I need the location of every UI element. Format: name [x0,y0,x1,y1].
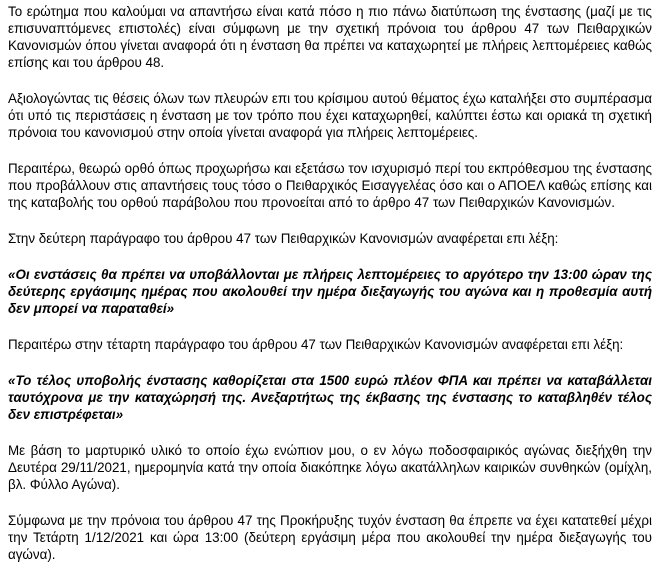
paragraph-assessment: Αξιολογώντας τις θέσεις όλων των πλευρών επι του κρίσιμου αυτού θέματος έχω καταλήξει στο συμπέρασμα ότι υπό τις περιστάσεις η ένσταση με τον τρόπο που έχει καταχωρηθεί, καλύπτει έστω και οριακά τη σχετική πρόνοια του κανονισμού στην οποία γίνεται αναφορά για πλήρεις λεπτομέρειες. [8,91,652,140]
quote-fee-clause: «Το τέλος υποβολής ένστασης καθορίζεται στα 1500 ευρώ πλέον ΦΠΑ και πρέπει να καταβάλλεται ταυτόχρονα με την καταχώρησή της. Ανεξαρτήτως της έκβασης της ένστασης το καταβληθέν τέλος δεν επιστρέφεται» [8,373,652,422]
document-body [8,3,652,563]
paragraph-deadline-conclusion: Σύμφωνα με την πρόνοια του άρθρου 47 της Προκήρυξης τυχόν ένσταση θα έπρεπε να έχει κατατεθεί μέχρι την Τετάρτη 1/12/2021 και ώρα 13:00 (δεύτερη εργάσιμη μέρα που ακολουθεί την ημέρα διεξαγωγής του αγώνα). [8,513,652,562]
paragraph-intro-second-clause: Στην δεύτερη παράγραφο του άρθρου 47 των Πειθαρχικών Κανονισμών αναφέρεται επι λέξη: [8,231,559,246]
paragraph-question: Το ερώτημα που καλούμαι να απαντήσω είναι κατά πόσο η πιο πάνω διατύπωση της ένστασης (μαζί με τις επισυναπτόμενες επιστολές) είναι σύμφωνη με την σχετική πρόνοια του άρθρου 47 των Πειθαρχικών Κανονισμών όπου γίνεται αναφορά ότι η ένσταση θα πρέπει να καταχωρητεί με πλήρεις λεπτομέρειες καθώς επίσης και του άρθρου 48. [8,4,652,70]
paragraph-intro-fourth-clause: Περαιτέρω στην τέταρτη παράγραφο του άρθρου 47 των Πειθαρχικών Κανονισμών αναφέρεται επι λέξη: [8,337,624,352]
quote-deadline-clause: «Οι ενστάσεις θα πρέπει να υποβάλλονται με πλήρεις λεπτομέρειες το αργότερο την 13:00 ώραν της δεύτερης εργάσιμης ημέρας που ακολουθεί την ημέρα διεξαγωγής του αγώνα και η προθεσμία αυτή δεν μπορεί να παραταθεί» [8,267,652,316]
paragraph-timeliness: Περαιτέρω, θεωρώ ορθό όπως προχωρήσω και εξετάσω τον ισχυρισμό περί του εκπρόθεσμου της ένστασης που προβάλλουν στις απαντήσεις τους τόσο ο Πειθαρχικός Εισαγγελέας όσο και ο ΑΠΟΕΛ καθώς επίσης και της καταβολής του ορθού παράβολου που προνοείται από το άρθρο 47 των Πειθαρχικών Κανονισμών. [8,161,652,210]
paragraph-match-date: Με βάση το μαρτυρικό υλικό το οποίο έχω ενώπιον μου, ο εν λόγω ποδοσφαιρικός αγώνας διεξήχθη την Δευτέρα 29/11/2021, ημερομηνία κατά την οποία διακόπηκε λόγω ακατάλληλων καιρικών συνθηκών (ομίχλη, βλ. Φύλλο Αγώνα). [8,443,652,492]
